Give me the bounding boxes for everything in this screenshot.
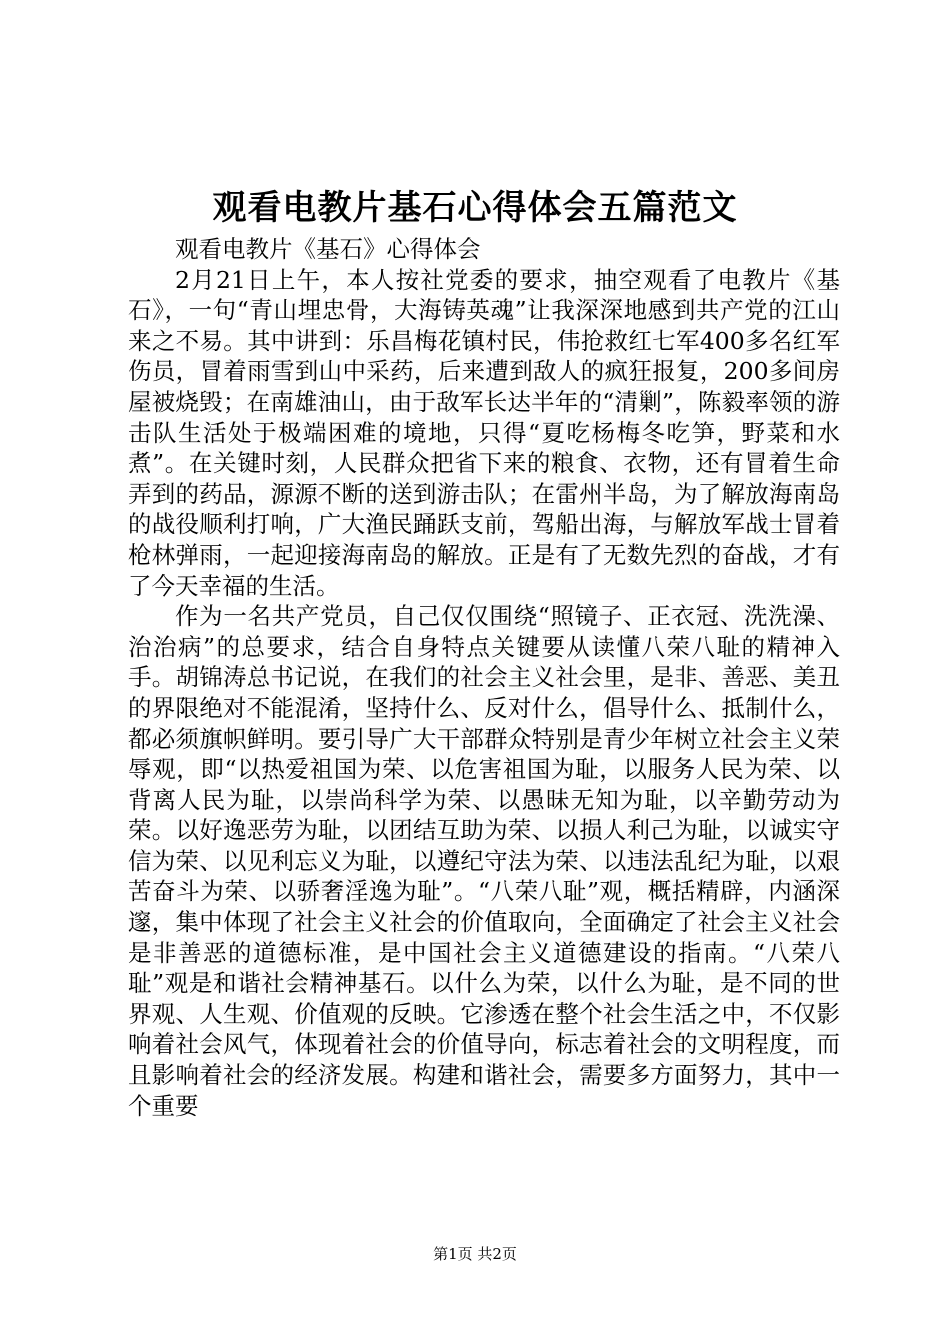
document-title: 观看电教片基石心得体会五篇范文 xyxy=(212,188,738,228)
document-subtitle: 观看电教片《基石》心得体会 xyxy=(175,235,481,263)
paragraph-1: 2月21日上午，本人按社党委的要求，抽空观看了电教片《基石》，一句“青山埋忠骨，大海铸英魂”让我深深地感到共产党的江山来之不易。其中讲到：乐昌梅花镇村民，伟抢救红七军400多名红军伤员，冒着雨雪到山中采药，后来遭到敌人的疯狂报复，200多间房屋被烧毁；在南雄油山，由于敌军长达半年的“清剿”，陈毅率领的游击队生活处于极端困难的境地，只得“夏吃杨梅冬吃笋，野菜和水煮”。在关键时刻，人民群众把省下来的粮食、衣物，还有冒着生命弄到的药品，源源不断的送到游击队；在雷州半岛，为了解放海南岛的战役顺利打响，广大渔民踊跃支前，驾船出海，与解放军战士冒着枪林弹雨，一起迎接海南岛的解放。正是有了无数先烈的奋战，才有了今天幸福的生活。 xyxy=(128,265,840,600)
document-body xyxy=(128,234,840,1121)
page-number-footer: 第1页 共2页 xyxy=(433,1245,517,1263)
paragraph-2: 作为一名共产党员，自己仅仅围绕“照镜子、正衣冠、洗洗澡、治治病”的总要求，结合自身特点关键要从读懂八荣八耻的精神入手。胡锦涛总书记说，在我们的社会主义社会里，是非、善恶、美丑的界限绝对不能混淆，坚持什么、反对什么，倡导什么、抵制什么，都必须旗帜鲜明。要引导广大干部群众特别是青少年树立社会主义荣辱观，即“以热爱祖国为荣、以危害祖国为耻，以服务人民为荣、以背离人民为耻，以崇尚科学为荣、以愚昧无知为耻，以辛勤劳动为荣。以好逸恶劳为耻，以团结互助为荣、以损人利己为耻，以诚实守信为荣、以见利忘义为耻，以遵纪守法为荣、以违法乱纪为耻，以艰苦奋斗为荣、以骄奢淫逸为耻”。“八荣八耻”观，概括精辟，内涵深邃，集中体现了社会主义社会的价值取向，全面确定了社会主义社会是非善恶的道德标准，是中国社会主义道德建设的指南。“八荣八耻”观是和谐社会精神基石。以什么为荣，以什么为耻，是不同的世界观、人生观、价值观的反映。它渗透在整个社会生活之中，不仅影响着社会风气，体现着社会的价值导向，标志着社会的文明程度，而且影响着社会的经济发展。构建和谐社会，需要多方面努力，其中一个重要 xyxy=(128,602,840,1120)
